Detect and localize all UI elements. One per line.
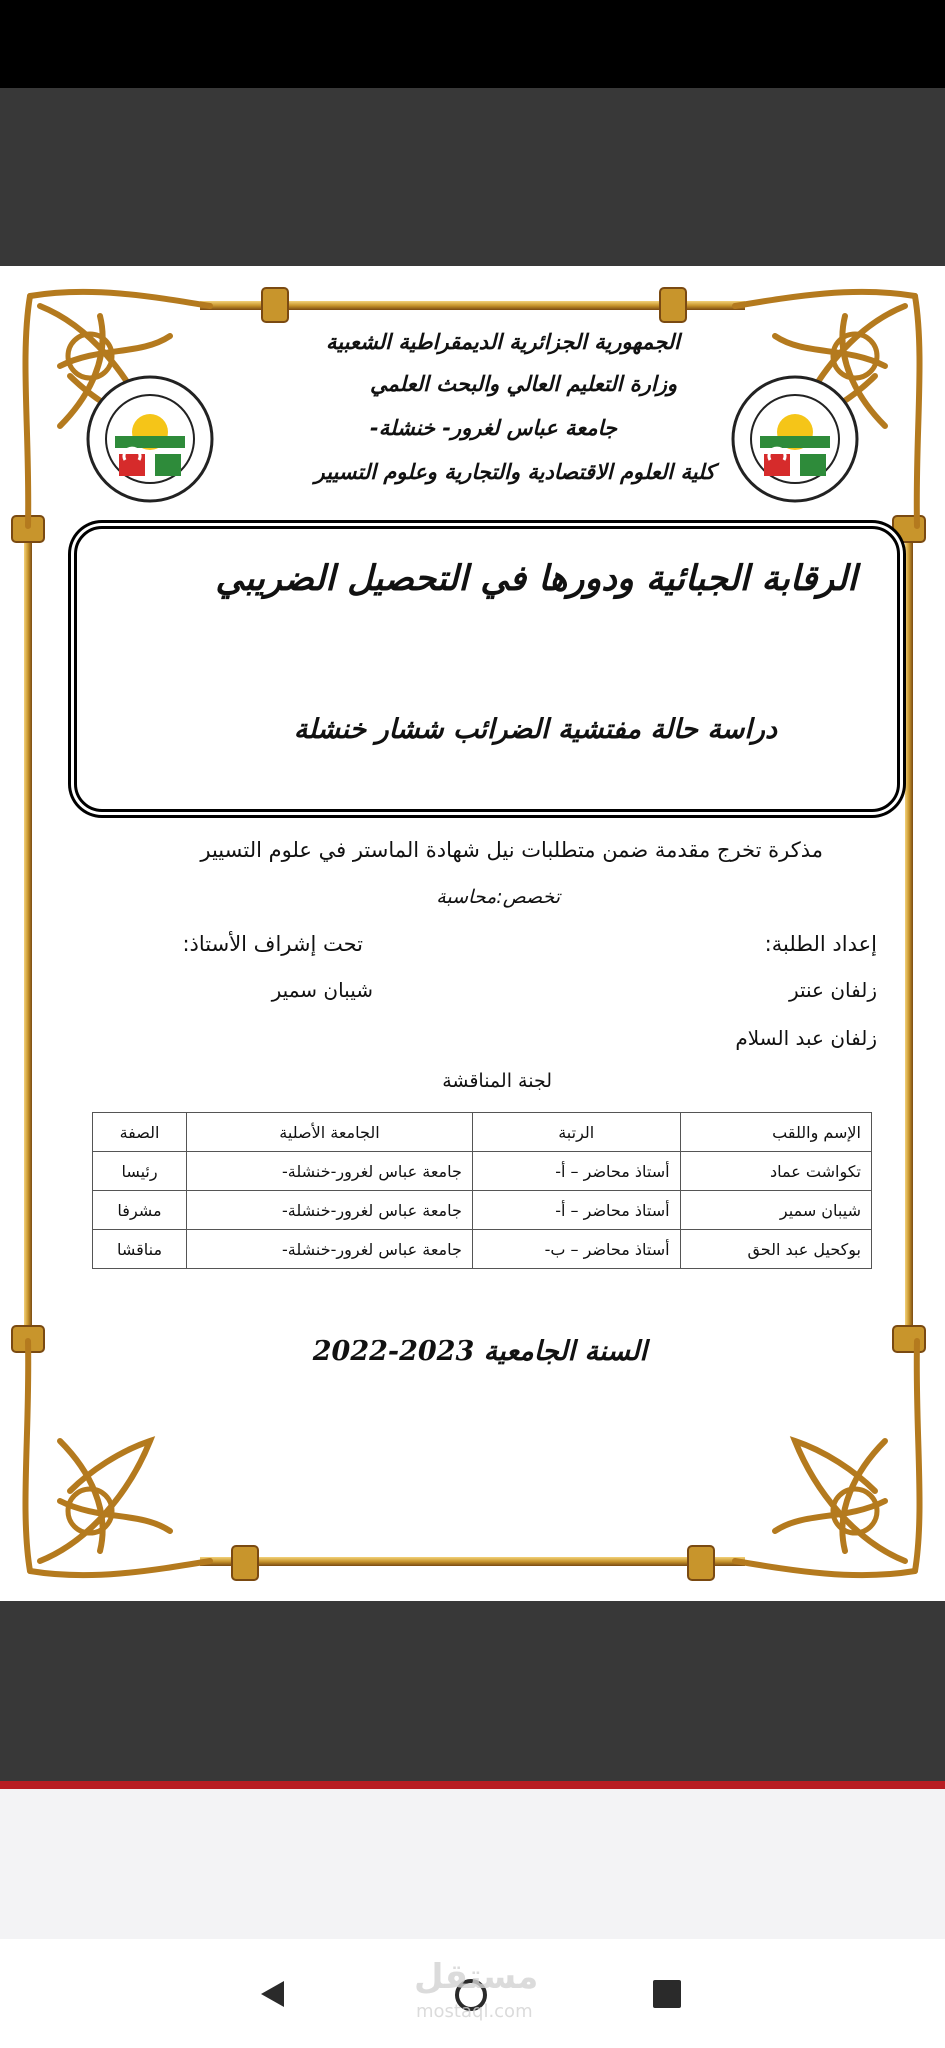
- table-row: [93, 1191, 872, 1230]
- thesis-title: الرقابة الجبائية ودورها في التحصيل الضريبي: [215, 558, 857, 599]
- jury-university: جامعة عباس لغرور-خنشلة-: [187, 1230, 473, 1269]
- header-university: جامعة عباس لغرور- خنشلة-: [370, 416, 617, 440]
- header-faculty: كلية العلوم الاقتصادية والتجارية وعلوم التسيير: [314, 460, 715, 484]
- university-logo-right: [730, 374, 860, 504]
- viewer-bottom-band: [0, 1601, 945, 1781]
- thesis-specialty: تخصص:محاسبة: [436, 886, 560, 908]
- corner-ornament-bottom-left: [25, 1341, 210, 1575]
- jury-role: مشرفا: [93, 1191, 187, 1230]
- navigation-bar: [0, 1939, 945, 2048]
- jury-role: مناقشا: [93, 1230, 187, 1269]
- col-rank: الرتبة: [472, 1113, 680, 1152]
- corner-ornament-bottom-right: [735, 1341, 920, 1575]
- table-row: [93, 1152, 872, 1191]
- col-name: الإسم واللقب: [680, 1113, 871, 1152]
- students-label: إعداد الطلبة:: [764, 932, 877, 956]
- student-name-1: زلفان عنتر: [788, 978, 877, 1002]
- header-ministry: وزارة التعليم العالي والبحث العلمي: [370, 372, 677, 396]
- status-bar-area: [0, 0, 945, 88]
- frame-bottom-bar: [200, 1557, 745, 1566]
- viewer-top-band: [0, 88, 945, 266]
- jury-rank: أستاذ محاضر – ب-: [472, 1230, 680, 1269]
- jury-header-row: [93, 1113, 872, 1152]
- jury-university: جامعة عباس لغرور-خنشلة-: [187, 1152, 473, 1191]
- viewer-footer-area: [0, 1789, 945, 1939]
- table-row: [93, 1230, 872, 1269]
- header-republic: الجمهورية الجزائرية الديمقراطية الشعبية: [325, 330, 680, 354]
- jury-rank: أستاذ محاضر – أ-: [472, 1191, 680, 1230]
- document-page: [0, 266, 945, 1601]
- jury-university: جامعة عباس لغرور-خنشلة-: [187, 1191, 473, 1230]
- supervisor-name: شيبان سمير: [271, 978, 373, 1002]
- jury-name: بوكحيل عبد الحق: [680, 1230, 871, 1269]
- academic-year-label: السنة الجامعية: [483, 1336, 647, 1367]
- jury-heading: لجنة المناقشة: [442, 1070, 552, 1092]
- back-nav-icon[interactable]: [258, 1979, 288, 2009]
- supervisor-label: تحت إشراف الأستاذ:: [182, 932, 363, 956]
- watermark-logo-arabic: مستقل: [414, 1957, 539, 1997]
- jury-role: رئيسا: [93, 1152, 187, 1191]
- jury-rank: أستاذ محاضر – أ-: [472, 1152, 680, 1191]
- frame-left-bar: [24, 536, 32, 1336]
- recents-nav-icon[interactable]: [653, 1980, 681, 2008]
- academic-year: [313, 1336, 647, 1367]
- frame-right-bar: [905, 536, 913, 1336]
- student-name-2: زلفان عبد السلام: [735, 1026, 877, 1050]
- jury-name: تكواشت عماد: [680, 1152, 871, 1191]
- jury-table: [92, 1112, 872, 1269]
- col-university: الجامعة الأصلية: [187, 1113, 473, 1152]
- thesis-purpose: مذكرة تخرج مقدمة ضمن متطلبات نيل شهادة الماستر في علوم التسيير: [200, 838, 823, 862]
- accent-line: [0, 1781, 945, 1789]
- watermark-logo-latin: mostaql.com: [416, 2001, 533, 2022]
- university-logo-left: [85, 374, 215, 504]
- academic-year-value: 2022-2023: [312, 1336, 475, 1367]
- col-role: الصفة: [93, 1113, 187, 1152]
- jury-name: شيبان سمير: [680, 1191, 871, 1230]
- thesis-subtitle: دراسة حالة مفتشية الضرائب ششار خنشلة: [293, 714, 777, 745]
